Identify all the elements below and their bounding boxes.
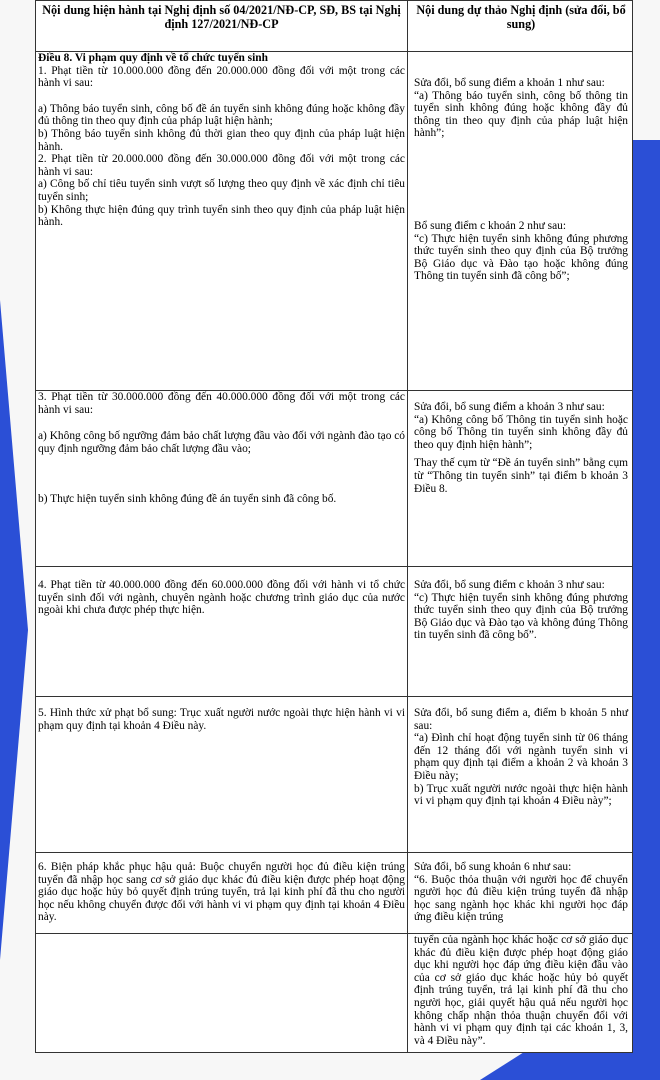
- amendment-text: Sửa đổi, bổ sung điểm a khoản 3 như sau:: [414, 401, 605, 413]
- table-row: [36, 934, 632, 1053]
- table-row: [36, 567, 632, 697]
- amendment-text: “6. Buộc thỏa thuận với người học để chuyển người học đủ điều kiện trúng tuyển đã nhập học sang ngành học khác khi người học đáp ứng điều kiện trúng: [414, 873, 628, 924]
- clause-text: a) Thông báo tuyển sinh, công bố đề án tuyển sinh không đúng hoặc không đầy đủ thông tin theo quy định của pháp luật hiện hành;: [38, 102, 405, 128]
- draft-cell: [408, 697, 632, 852]
- clause-text: a) Không công bố ngưỡng đảm bảo chất lượng đầu vào đối với ngành đào tạo có quy định ngưỡng đảm bảo chất lượng đầu vào;: [38, 430, 405, 455]
- amendment-text: tuyển của ngành học khác hoặc cơ sở giáo dục khác đủ điều kiện được phép hoạt động giáo dục khi người học đáp ứng điều kiện đầu vào của cơ sở giáo dục khác hoặc hủy bỏ quyết định trúng tuyển, trả lại kinh phí đã thu cho người học, giải quyết hậu quả nếu người học không chấp nhận thỏa thuận chuyển đổi với hành vi vi phạm quy định tại các khoản 1, 3, và 4 Điều này”.: [414, 934, 628, 1047]
- clause-text: b) Không thực hiện đúng quy trình tuyển sinh theo quy định của pháp luật hiện hành.: [38, 203, 405, 229]
- clause-text: b) Thực hiện tuyển sinh không đúng đề án tuyển sinh đã công bố.: [38, 493, 337, 506]
- comparison-table: [35, 0, 633, 1053]
- draft-cell: [408, 52, 632, 390]
- clause-text: 6. Biện pháp khắc phục hậu quả: Buộc chuyển người học đủ điều kiện trúng tuyển đã nhập học sang cơ sở giáo dục khác đủ điều kiện được phép hoạt động giáo dục hoặc hủy bỏ quyết định trúng tuyển, trả lại kinh phí đã thu cho người học nếu không chuyển được đối với hành vi vi phạm quy định tại khoản 4 Điều này.: [38, 861, 405, 924]
- amendment-text: “a) Không công bố Thông tin tuyển sinh hoặc công bố Thông tin tuyển sinh không đầy đủ theo quy định hiện hành”;: [414, 413, 628, 451]
- clause-text: b) Thông báo tuyển sinh không đủ thời gian theo quy định của pháp luật hiện hành.: [38, 127, 405, 153]
- draft-cell: [408, 934, 632, 1053]
- clause-text: 2. Phạt tiền từ 20.000.000 đồng đến 30.000.000 đồng đối với một trong các hành vi sau:: [38, 153, 405, 178]
- table-row: [36, 391, 632, 567]
- table-row: [36, 853, 632, 934]
- amendment-text: “a) Thông báo tuyển sinh, công bố thông tin tuyển sinh không đúng hoặc không đầy đủ thông tin theo quy định của pháp luật hiện hành”;: [414, 89, 628, 140]
- current-cell: [36, 853, 408, 933]
- amendment-text: b) Trục xuất người nước ngoài thực hiện hành vi vi phạm quy định tại khoản 4 Điều này”;: [414, 782, 628, 808]
- header-draft-content: Nội dung dự thảo Nghị định (sửa đổi, bổ sung): [416, 3, 626, 31]
- amendment-text: Sửa đổi, bổ sung điểm c khoản 3 như sau:: [414, 579, 605, 591]
- amendment-text: “c) Thực hiện tuyển sinh không đúng phương thức tuyển sinh theo quy định của Bộ trưởng Bộ Giáo dục và Đào tạo và không đúng Thông tin tuyển sinh đã công bố”.: [414, 591, 628, 642]
- amendment-text: “c) Thực hiện tuyển sinh không đúng phương thức tuyển sinh theo quy định của Bộ trưởng Bộ Giáo dục và Đào tạo hoặc không đúng Thông tin tuyển sinh đã công bố”;: [414, 232, 628, 283]
- amendment-text: Sửa đổi, bổ sung điểm a khoản 1 như sau:: [414, 77, 605, 89]
- clause-text: a) Công bố chỉ tiêu tuyển sinh vượt số lượng theo quy định về xác định chỉ tiêu tuyển sinh;: [38, 178, 405, 203]
- table-row: [36, 697, 632, 853]
- draft-cell: [408, 567, 632, 696]
- clause-text: 5. Hình thức xử phạt bổ sung: Trục xuất người nước ngoài thực hiện hành vi vi phạm quy định tại khoản 4 Điều này.: [38, 707, 405, 732]
- amendment-text: Bổ sung điểm c khoản 2 như sau:: [414, 219, 567, 232]
- amendment-text: “a) Đình chỉ hoạt động tuyển sinh từ 06 tháng đến 12 tháng đối với ngành tuyển sinh vi phạm quy định tại điểm a khoản 2 và khoản 3 Điều này;: [414, 732, 628, 782]
- amendment-text: Sửa đổi, bổ sung khoản 6 như sau:: [414, 861, 572, 873]
- background-left-shape: [0, 300, 28, 960]
- current-cell: [36, 391, 408, 566]
- draft-cell: [408, 391, 632, 566]
- current-cell: [36, 52, 408, 390]
- current-cell: [36, 567, 408, 696]
- article-title: Điều 8. Vi phạm quy định về tổ chức tuyển sinh: [38, 52, 268, 64]
- table-header-row: [36, 1, 632, 52]
- current-cell: [36, 934, 408, 1053]
- clause-text: 3. Phạt tiền từ 30.000.000 đồng đến 40.000.000 đồng đối với một trong các hành vi sau:: [38, 391, 405, 416]
- current-cell: [36, 697, 408, 852]
- clause-text: 1. Phạt tiền từ 10.000.000 đồng đến 20.000.000 đồng đối với một trong các hành vi sau:: [38, 64, 405, 90]
- amendment-text: Thay thế cụm từ “Đề án tuyển sinh” bằng cụm từ “Thông tin tuyển sinh” tại điểm b khoản 3 Điều 8.: [414, 457, 628, 495]
- clause-text: 4. Phạt tiền từ 40.000.000 đồng đến 60.000.000 đồng đối với hành vi tổ chức tuyển sinh đối với ngành, chuyên ngành hoặc chương trình giáo dục của nước ngoài khi chưa được phép thực hiện.: [38, 579, 405, 617]
- amendment-text: Sửa đổi, bổ sung điểm a, điểm b khoản 5 như sau:: [414, 707, 628, 732]
- table-row: [36, 52, 632, 391]
- draft-cell: [408, 853, 632, 933]
- header-current-content: Nội dung hiện hành tại Nghị định số 04/2021/NĐ-CP, SĐ, BS tại Nghị định 127/2021/NĐ-CP: [36, 1, 408, 51]
